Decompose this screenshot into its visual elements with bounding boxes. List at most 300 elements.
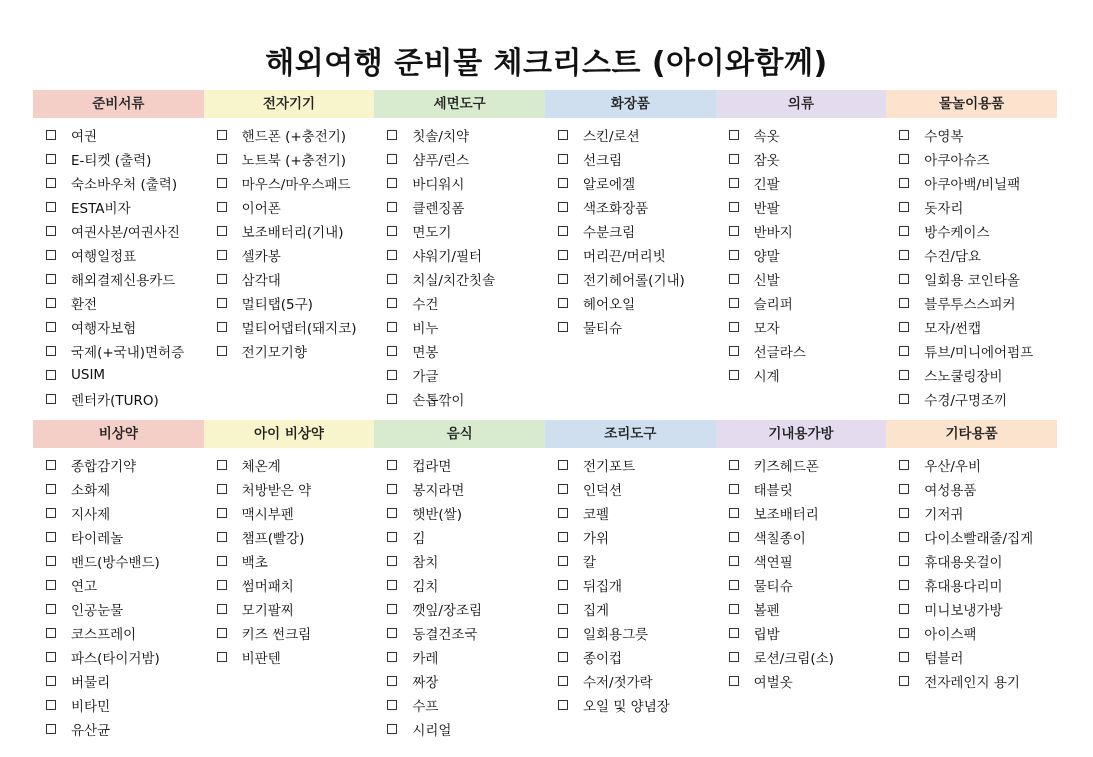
checkbox[interactable]: [729, 322, 739, 332]
checklist-item-label: 백초: [241, 555, 268, 571]
checklist-item: [33, 549, 204, 573]
checkbox[interactable]: [387, 532, 397, 542]
checklist-item-label: 다이소빨래줄/집게: [924, 531, 1034, 547]
checkbox[interactable]: [899, 652, 909, 662]
checklist-item-label: 전기모기향: [241, 345, 307, 361]
checkbox[interactable]: [729, 580, 739, 590]
checklist-item: [545, 219, 716, 243]
checklist-item-label: 아쿠아백/비닐팩: [924, 177, 1021, 193]
checklist-column: [716, 420, 887, 741]
checklist-item-label: 선글라스: [753, 345, 806, 361]
checklist-item: [33, 645, 204, 669]
checklist-item: [204, 315, 375, 339]
checklist-item-label: 물티슈: [582, 321, 623, 337]
checklist-column: [716, 90, 887, 411]
checklist-item: [545, 453, 716, 477]
checkbox[interactable]: [558, 202, 568, 212]
checklist-item-label: 셀카봉: [241, 249, 281, 265]
checkbox[interactable]: [46, 532, 56, 542]
checkbox[interactable]: [558, 652, 568, 662]
checkbox[interactable]: [387, 202, 397, 212]
checklist-item: [33, 453, 204, 477]
checklist-item-label: 동결건조국: [412, 627, 478, 643]
checkbox[interactable]: [217, 178, 227, 188]
checklist-item-label: 수경/구명조끼: [924, 393, 1008, 409]
checklist-item: [716, 339, 887, 363]
checklist-item-label: 색칠종이: [753, 531, 806, 547]
checkbox[interactable]: [217, 226, 227, 236]
column-header: 전자기기: [204, 90, 375, 118]
checkbox[interactable]: [729, 484, 739, 494]
checkbox[interactable]: [899, 202, 909, 212]
checklist-item: [33, 525, 204, 549]
checklist-item: [886, 195, 1057, 219]
checkbox[interactable]: [46, 154, 56, 164]
checklist-item-label: 여행자보험: [71, 321, 137, 337]
checklist-item-label: 봉지라면: [412, 483, 465, 499]
checklist-item-label: 반팔: [753, 201, 780, 217]
checklist-column: [886, 90, 1057, 411]
checklist-item-label: 휴대용옷걸이: [924, 555, 1003, 571]
checkbox[interactable]: [729, 370, 739, 380]
checklist-item-label: 바디워시: [412, 177, 465, 193]
checklist-item: [204, 123, 375, 147]
checklist-item-label: 숙소바우처 (출력): [71, 177, 178, 193]
column-header: 물놀이용품: [886, 90, 1057, 118]
checklist-item: [545, 171, 716, 195]
checklist-items: [716, 448, 887, 693]
checklist-item-label: 볼펜: [753, 603, 780, 619]
checklist-item-label: 짜장: [412, 675, 439, 691]
checkbox[interactable]: [387, 484, 397, 494]
checklist-item-label: 비누: [412, 321, 439, 337]
checkbox[interactable]: [46, 394, 56, 404]
checkbox[interactable]: [387, 628, 397, 638]
checklist-item-label: 비판텐: [241, 651, 281, 667]
checkbox[interactable]: [729, 202, 739, 212]
checklist-item-label: 수프: [412, 699, 439, 715]
checklist-item: [545, 147, 716, 171]
checkbox[interactable]: [558, 322, 568, 332]
checklist-item: [545, 669, 716, 693]
checkbox[interactable]: [217, 628, 227, 638]
checkbox[interactable]: [387, 130, 397, 140]
checklist-item: [886, 219, 1057, 243]
checkbox[interactable]: [387, 652, 397, 662]
checkbox[interactable]: [46, 202, 56, 212]
checklist-item-label: 칼: [582, 555, 597, 571]
checkbox[interactable]: [729, 250, 739, 260]
checklist-item: [545, 243, 716, 267]
checklist-item: [545, 597, 716, 621]
checkbox[interactable]: [387, 676, 397, 686]
checkbox[interactable]: [558, 532, 568, 542]
checklist-item-label: 인공눈물: [71, 603, 124, 619]
checkbox[interactable]: [729, 460, 739, 470]
checkbox[interactable]: [217, 556, 227, 566]
checklist-item-label: 여벌옷: [753, 675, 793, 691]
checklist-column: [545, 90, 716, 411]
checkbox[interactable]: [387, 460, 397, 470]
checklist-item-label: 컵라면: [412, 459, 452, 475]
checklist-item: [204, 147, 375, 171]
checkbox[interactable]: [729, 676, 739, 686]
checklist-item: [204, 597, 375, 621]
checkbox[interactable]: [46, 484, 56, 494]
checklist-item-label: 키즈헤드폰: [753, 459, 819, 475]
checklist-item: [374, 195, 545, 219]
checklist-item: [716, 549, 887, 573]
checklist-item: [886, 501, 1057, 525]
checkbox[interactable]: [217, 202, 227, 212]
checkbox[interactable]: [558, 298, 568, 308]
checkbox[interactable]: [558, 700, 568, 710]
checklist-item: [374, 645, 545, 669]
checklist-item-label: 환전: [71, 297, 98, 313]
checklist-item-label: 여권사본/여권사진: [71, 225, 180, 241]
checklist-item-label: 지사제: [71, 507, 111, 523]
checklist-item-label: ESTA비자: [71, 201, 131, 217]
checklist-item-label: 아이스팩: [924, 627, 977, 643]
checkbox[interactable]: [217, 274, 227, 284]
checklist-item-label: 스킨/로션: [582, 129, 640, 145]
checkbox[interactable]: [387, 370, 397, 380]
checklist-item: [886, 597, 1057, 621]
checklist-item-label: 수저/젓가락: [582, 675, 653, 691]
checklist-item-label: 수영복: [924, 129, 964, 145]
checkbox[interactable]: [217, 250, 227, 260]
checklist-item: [716, 147, 887, 171]
checklist-items: [33, 448, 204, 741]
checkbox[interactable]: [217, 508, 227, 518]
checklist-item-label: 여성용품: [924, 483, 977, 499]
checklist-item-label: 치실/치간칫솔: [412, 273, 496, 289]
checklist-item-label: 반바지: [753, 225, 793, 241]
checkbox[interactable]: [899, 532, 909, 542]
page-title: 해외여행 준비물 체크리스트 (아이와함께): [265, 46, 828, 81]
checkbox[interactable]: [558, 604, 568, 614]
checkbox[interactable]: [558, 580, 568, 590]
checkbox[interactable]: [729, 628, 739, 638]
checkbox[interactable]: [899, 130, 909, 140]
checklist-item: [374, 363, 545, 387]
checklist-item: [33, 669, 204, 693]
checklist-item-label: 챔프(빨강): [241, 531, 305, 547]
checklist-item: [716, 621, 887, 645]
checklist-item-label: 보조배터리(기내): [241, 225, 344, 241]
checkbox[interactable]: [46, 676, 56, 686]
checklist-item-label: 칫솔/치약: [412, 129, 470, 145]
checklist-item-label: 체온계: [241, 459, 281, 475]
checkbox[interactable]: [46, 724, 56, 734]
checklist-item: [886, 315, 1057, 339]
checklist-item: [204, 621, 375, 645]
checklist-item: [374, 573, 545, 597]
checkbox[interactable]: [387, 700, 397, 710]
checklist-item: [716, 363, 887, 387]
checkbox[interactable]: [899, 346, 909, 356]
checklist-item: [204, 171, 375, 195]
checklist-item-label: 샴푸/린스: [412, 153, 470, 169]
checklist-item: [374, 147, 545, 171]
checklist-column: [33, 90, 204, 411]
checklist-item-label: 모기팔찌: [241, 603, 294, 619]
checkbox[interactable]: [46, 580, 56, 590]
checkbox[interactable]: [387, 724, 397, 734]
checkbox[interactable]: [899, 298, 909, 308]
checklist-item: [33, 315, 204, 339]
checkbox[interactable]: [217, 484, 227, 494]
checklist-item: [374, 453, 545, 477]
checklist-item-label: 수건: [412, 297, 439, 313]
checkbox[interactable]: [217, 604, 227, 614]
checklist-item: [886, 243, 1057, 267]
checkbox[interactable]: [899, 178, 909, 188]
checkbox[interactable]: [46, 628, 56, 638]
checkbox[interactable]: [729, 346, 739, 356]
checklist-item: [204, 501, 375, 525]
checklist-item: [545, 525, 716, 549]
checklist-item-label: 헤어오일: [582, 297, 636, 313]
checklist-item-label: 모자: [753, 321, 780, 337]
checkbox[interactable]: [387, 274, 397, 284]
checkbox[interactable]: [217, 130, 227, 140]
checklist-item-label: 깻잎/장조림: [412, 603, 483, 619]
checkbox[interactable]: [217, 580, 227, 590]
checklist-item: [33, 477, 204, 501]
checklist-item-label: 휴대용다리미: [924, 579, 1003, 595]
checkbox[interactable]: [899, 322, 909, 332]
checklist-items: [886, 118, 1057, 411]
checkbox[interactable]: [899, 460, 909, 470]
checklist-item: [716, 171, 887, 195]
checklist-item-label: 태블릿: [753, 483, 793, 499]
checkbox[interactable]: [387, 394, 397, 404]
checkbox[interactable]: [899, 628, 909, 638]
checkbox[interactable]: [387, 556, 397, 566]
checkbox[interactable]: [899, 370, 909, 380]
checkbox[interactable]: [899, 508, 909, 518]
checkbox[interactable]: [217, 652, 227, 662]
checklist-item: [33, 171, 204, 195]
checklist-item: [716, 501, 887, 525]
checklist-item-label: 블루투스스피커: [924, 297, 1016, 313]
checklist-item: [33, 243, 204, 267]
checkbox[interactable]: [899, 274, 909, 284]
checkbox[interactable]: [46, 250, 56, 260]
checklist-item: [33, 219, 204, 243]
checkbox[interactable]: [46, 298, 56, 308]
checkbox[interactable]: [729, 178, 739, 188]
checklist-item-label: 물티슈: [753, 579, 793, 595]
checklist-item-label: 돗자리: [924, 201, 964, 217]
checkbox[interactable]: [387, 298, 397, 308]
checkbox[interactable]: [558, 628, 568, 638]
checklist-item-label: 슬리퍼: [753, 297, 793, 313]
checklist-item-label: 머리끈/머리빗: [582, 249, 666, 265]
checklist-item-label: 썸머패치: [241, 579, 294, 595]
checkbox[interactable]: [729, 226, 739, 236]
checklist-item: [545, 501, 716, 525]
checklist-item: [374, 243, 545, 267]
checkbox[interactable]: [217, 154, 227, 164]
checklist-item: [716, 645, 887, 669]
checkbox[interactable]: [46, 130, 56, 140]
checkbox[interactable]: [558, 250, 568, 260]
column-header: 준비서류: [33, 90, 204, 118]
checkbox[interactable]: [387, 346, 397, 356]
checkbox[interactable]: [46, 508, 56, 518]
checkbox[interactable]: [729, 130, 739, 140]
checklist-item-label: 집게: [582, 603, 610, 619]
checklist-item-label: 신발: [753, 273, 780, 289]
checkbox[interactable]: [217, 532, 227, 542]
checkbox[interactable]: [729, 532, 739, 542]
checkbox[interactable]: [558, 154, 568, 164]
checklist-item-label: 삼각대: [241, 273, 281, 289]
checklist-item: [545, 291, 716, 315]
checkbox[interactable]: [558, 226, 568, 236]
checklist-item: [33, 339, 204, 363]
checklist-item: [33, 621, 204, 645]
checklist-item: [374, 549, 545, 573]
checklist-item: [545, 123, 716, 147]
checklist-item: [716, 669, 887, 693]
checkbox[interactable]: [558, 556, 568, 566]
checkbox[interactable]: [387, 250, 397, 260]
checklist-item-label: 종이컵: [582, 651, 623, 667]
checkbox[interactable]: [217, 298, 227, 308]
bottom-checklist-section: [33, 420, 1057, 741]
checklist-item-label: 종합감기약: [71, 459, 137, 475]
checkbox[interactable]: [46, 556, 56, 566]
checkbox[interactable]: [46, 652, 56, 662]
checklist-item-label: 인덕션: [582, 483, 623, 499]
checkbox[interactable]: [387, 580, 397, 590]
checklist-item-label: E-티켓 (출력): [71, 153, 152, 169]
checkbox[interactable]: [46, 322, 56, 332]
checklist-item: [886, 339, 1057, 363]
checkbox[interactable]: [729, 604, 739, 614]
checkbox[interactable]: [46, 346, 56, 356]
checkbox[interactable]: [46, 604, 56, 614]
checklist-item: [33, 363, 204, 387]
column-header: 세면도구: [374, 90, 545, 118]
checklist-item-label: 전자레인지 용기: [924, 675, 1020, 691]
checkbox[interactable]: [558, 274, 568, 284]
checklist-item: [33, 147, 204, 171]
checkbox[interactable]: [387, 226, 397, 236]
checklist-item-label: 멀티어댑터(돼지코): [241, 321, 357, 337]
checkbox[interactable]: [217, 460, 227, 470]
checklist-item-label: 연고: [71, 579, 98, 595]
checkbox[interactable]: [899, 394, 909, 404]
checkbox[interactable]: [46, 274, 56, 284]
checkbox[interactable]: [729, 556, 739, 566]
checklist-item: [716, 315, 887, 339]
checklist-item: [33, 573, 204, 597]
checkbox[interactable]: [217, 346, 227, 356]
checklist-item: [716, 243, 887, 267]
checklist-item: [545, 645, 716, 669]
checkbox[interactable]: [558, 178, 568, 188]
checkbox[interactable]: [558, 508, 568, 518]
checkbox[interactable]: [899, 226, 909, 236]
checklist-item-label: 이어폰: [241, 201, 281, 217]
checkbox[interactable]: [729, 274, 739, 284]
checklist-item-label: 오일 및 양념장: [582, 699, 670, 715]
checkbox[interactable]: [729, 298, 739, 308]
checklist-item-label: 미니보냉가방: [924, 603, 1003, 619]
checklist-item-label: 여권: [71, 129, 98, 145]
checkbox[interactable]: [558, 484, 568, 494]
checklist-item-label: 텀블러: [924, 651, 964, 667]
checkbox[interactable]: [558, 676, 568, 686]
checklist-item-label: 여행일정표: [71, 249, 137, 265]
checklist-item: [886, 477, 1057, 501]
checklist-item: [716, 267, 887, 291]
checklist-column: [374, 420, 545, 741]
checklist-item: [886, 123, 1057, 147]
checklist-item: [204, 477, 375, 501]
checkbox[interactable]: [899, 250, 909, 260]
checkbox[interactable]: [46, 370, 56, 380]
checklist-item-label: 노트북 (+충전기): [241, 153, 347, 169]
checkbox[interactable]: [729, 154, 739, 164]
checkbox[interactable]: [387, 178, 397, 188]
checkbox[interactable]: [558, 460, 568, 470]
checkbox[interactable]: [899, 604, 909, 614]
checklist-item-label: 전기포트: [582, 459, 636, 475]
checklist-item: [545, 573, 716, 597]
checkbox[interactable]: [217, 322, 227, 332]
checklist-item: [886, 387, 1057, 411]
checklist-item-label: 아쿠아슈즈: [924, 153, 990, 169]
checklist-item-label: 가글: [412, 369, 439, 385]
checklist-item-label: 일회용그릇: [582, 627, 649, 643]
checkbox[interactable]: [899, 154, 909, 164]
checkbox[interactable]: [46, 226, 56, 236]
checkbox[interactable]: [899, 580, 909, 590]
checkbox[interactable]: [899, 556, 909, 566]
checkbox[interactable]: [46, 700, 56, 710]
checkbox[interactable]: [46, 460, 56, 470]
checklist-item: [886, 621, 1057, 645]
checklist-item: [886, 267, 1057, 291]
checklist-item: [204, 195, 375, 219]
checklist-item-label: 기저귀: [924, 507, 964, 523]
checkbox[interactable]: [899, 484, 909, 494]
checkbox[interactable]: [387, 322, 397, 332]
checkbox[interactable]: [899, 676, 909, 686]
checkbox[interactable]: [387, 508, 397, 518]
checkbox[interactable]: [387, 154, 397, 164]
checklist-item-label: 알로에겔: [582, 177, 636, 193]
checklist-item: [545, 621, 716, 645]
checklist-item: [374, 669, 545, 693]
column-header: 음식: [374, 420, 545, 448]
checkbox[interactable]: [558, 130, 568, 140]
checklist-item: [374, 171, 545, 195]
checklist-item-label: 김치: [412, 579, 439, 595]
checklist-item-label: 시계: [753, 369, 780, 385]
checkbox[interactable]: [729, 652, 739, 662]
checkbox[interactable]: [387, 604, 397, 614]
checklist-item: [204, 525, 375, 549]
checkbox[interactable]: [729, 508, 739, 518]
checkbox[interactable]: [46, 178, 56, 188]
checklist-item-label: 맥시부펜: [241, 507, 294, 523]
